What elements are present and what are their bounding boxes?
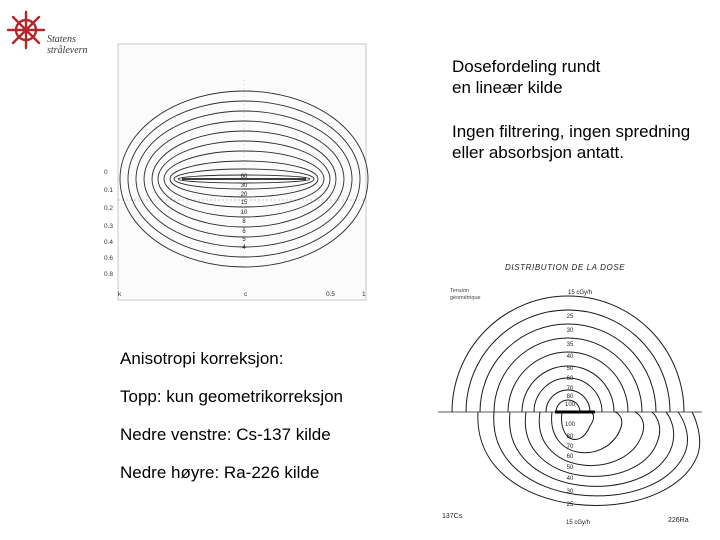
- left-scale-label: 0.1: [104, 187, 114, 194]
- contour-label: 8: [242, 219, 246, 225]
- dose-distribution-figure: [430, 250, 720, 535]
- dose-label: 25: [566, 314, 574, 320]
- dose-label: 60: [566, 454, 574, 460]
- isodose-chart: [100, 40, 375, 305]
- dose-label: 100: [564, 422, 576, 428]
- dose-label: 35: [566, 342, 574, 348]
- contour-label: 20: [240, 192, 248, 198]
- bottom-scale-label: c: [244, 291, 248, 298]
- logo-text: [47, 34, 88, 56]
- note-item: Topp: kun geometrikorreksjon: [120, 387, 344, 406]
- assumption-text: Ingen filtrering, ingen spredning eller absorbsjon antatt.: [452, 122, 691, 162]
- bottom-scale-label: 0.5: [326, 291, 336, 298]
- dose-label: 80: [566, 394, 574, 400]
- logo: [6, 8, 96, 56]
- logo-line-2: strålevern: [47, 45, 88, 56]
- left-scale-label: 0.2: [104, 205, 114, 212]
- dose-label: 60: [566, 376, 574, 382]
- dose-distribution-svg: [430, 250, 720, 535]
- left-scale-label: 0.4: [104, 239, 114, 246]
- title-line-1: Dosefordeling rundt: [452, 57, 601, 76]
- note-item: Nedre venstre: Cs-137 kilde: [120, 425, 331, 444]
- isodose-chart-svg: [100, 40, 375, 305]
- isotope-label-right: 226Ra: [668, 517, 689, 524]
- dose-label: 40: [566, 476, 574, 482]
- note-heading: Anisotropi korreksjon:: [120, 349, 284, 368]
- bottom-scale-label: k: [118, 291, 122, 298]
- left-scale-label: 0.8: [104, 271, 114, 278]
- contour-label: 5: [242, 237, 246, 243]
- dose-label: 50: [566, 366, 574, 372]
- note-item: Nedre høyre: Ra-226 kilde: [120, 463, 320, 482]
- contour-label: 30: [240, 183, 248, 189]
- isotope-label-left: 137Cs: [442, 513, 463, 520]
- title-line-2: en lineær kilde: [452, 78, 563, 97]
- left-scale-label: 0.3: [104, 223, 114, 230]
- bottom-value-label: 15 cGy/h: [565, 520, 591, 526]
- contour-label: 6: [242, 229, 246, 235]
- ship-wheel-icon: [6, 8, 46, 52]
- dose-label: 70: [566, 444, 574, 450]
- dose-label: 100: [564, 402, 576, 408]
- dose-label: 50: [566, 465, 574, 471]
- contour-label: 10: [240, 210, 248, 216]
- dose-label: 70: [566, 386, 574, 392]
- contour-label: 15: [240, 200, 248, 206]
- correction-notes: [120, 348, 430, 500]
- dose-label: 30: [566, 328, 574, 334]
- dose-label: 40: [566, 354, 574, 360]
- left-scale-label: 0.6: [104, 255, 114, 262]
- slide-title: [452, 56, 702, 98]
- top-value-label: 15 cGy/h: [567, 290, 593, 296]
- dose-label: 25: [566, 502, 574, 508]
- contour-label: 60: [240, 174, 248, 180]
- upper-contour: [494, 338, 642, 412]
- lower-contour: [478, 412, 700, 505]
- bottom-scale-label: 1: [362, 291, 366, 298]
- logo-line-1: Statens: [47, 34, 76, 45]
- dose-label: 30: [566, 489, 574, 495]
- figure-heading: DISTRIBUTION DE LA DOSE: [505, 263, 626, 272]
- dose-label: 80: [566, 434, 574, 440]
- contour-label: 4: [242, 245, 246, 251]
- figure-caption: Tension: [450, 288, 469, 294]
- left-scale-label: 0: [104, 169, 108, 176]
- lower-contour: [539, 412, 643, 466]
- figure-caption: géométrique: [450, 295, 481, 301]
